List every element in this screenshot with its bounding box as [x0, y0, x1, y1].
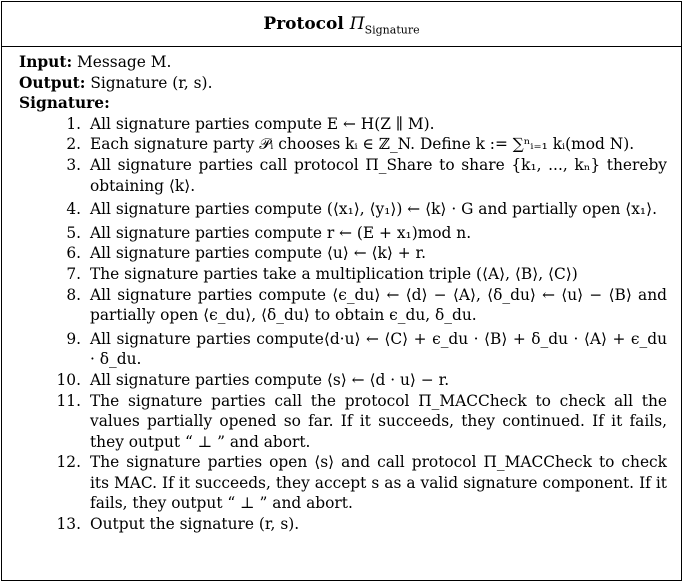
- title-subscript: Signature: [364, 23, 420, 37]
- step-number: 1.: [66, 114, 81, 133]
- output-text: Signature (r, s).: [85, 73, 213, 92]
- step-item: [19, 114, 667, 135]
- protocol-box: [1, 1, 682, 581]
- output-line: [19, 73, 667, 94]
- step-item: [19, 285, 667, 326]
- step-text: All signature parties compute ⟨ϵ_du⟩ ← ⟨d⟩ − ⟨A⟩, ⟨δ_du⟩ ← ⟨u⟩ − ⟨B⟩ and partially open ⟨ϵ_du⟩, ⟨δ_du⟩ to obtain ϵ_du, δ_du.: [90, 285, 667, 325]
- step-item: [19, 223, 667, 244]
- signature-heading: Signature:: [19, 94, 110, 113]
- output-label: Output:: [19, 73, 86, 92]
- step-text: All signature parties call protocol Π_Share to share {k₁, ..., kₙ} thereby obtaining ⟨k⟩.: [90, 155, 667, 195]
- step-number: 7.: [66, 264, 81, 283]
- step-item: [19, 391, 667, 453]
- protocol-title: [2, 14, 681, 36]
- step-number: 2.: [66, 135, 81, 154]
- step-text: The signature parties call the protocol Π_MACCheck to check all the values partially opened so far. If it succeeds, they continued. If it fails, they output “ ⊥ ” and abort.: [90, 391, 667, 451]
- step-text: All signature parties compute⟨d·u⟩ ← ⟨C⟩ + ϵ_du · ⟨B⟩ + δ_du · ⟨A⟩ + ϵ_du · δ_du.: [90, 329, 667, 369]
- step-number: 8.: [66, 285, 81, 304]
- input-line: [19, 52, 667, 73]
- input-text: Message M.: [72, 53, 172, 71]
- step-item: [19, 329, 667, 370]
- step-item: [19, 452, 667, 514]
- step-text: The signature parties open ⟨s⟩ and call protocol Π_MACCheck to check its MAC. If it succeeds, they accept s as a valid signature component. If it fails, they output “ ⊥ ” and abort.: [90, 453, 667, 513]
- input-label: Input:: [19, 53, 73, 71]
- step-number: 10.: [56, 370, 81, 389]
- step-number: 11.: [56, 391, 81, 410]
- step-text: All signature parties compute E ← H(Z ∥ M).: [90, 114, 435, 133]
- step-item: [19, 243, 667, 264]
- step-number: 3.: [66, 155, 81, 174]
- step-number: 12.: [56, 453, 81, 472]
- step-number: 4.: [66, 200, 81, 219]
- step-item: [19, 134, 667, 155]
- steps-list: [19, 114, 667, 535]
- title-prefix: Protocol: [263, 14, 350, 34]
- step-number: 9.: [66, 329, 81, 348]
- step-text: All signature parties compute r ← (E + x₁)mod n.: [90, 223, 472, 242]
- step-item: [19, 264, 667, 285]
- title-divider: [2, 46, 681, 47]
- step-text: Each signature party 𝒫ᵢ chooses kᵢ ∈ ℤ_N. Define k := ∑ⁿᵢ₌₁ kᵢ(mod N).: [90, 135, 635, 154]
- step-text: The signature parties take a multiplication triple (⟨A⟩, ⟨B⟩, ⟨C⟩): [90, 264, 578, 283]
- step-number: 13.: [56, 515, 81, 534]
- step-item: [19, 155, 667, 196]
- protocol-body: [19, 52, 667, 535]
- step-item: [19, 370, 667, 391]
- step-number: 6.: [66, 244, 81, 263]
- step-item: [19, 199, 667, 220]
- step-text: All signature parties compute (⟨x₁⟩, ⟨y₁⟩) ← ⟨k⟩ · G and partially open ⟨x₁⟩.: [90, 200, 658, 219]
- step-text: Output the signature (r, s).: [90, 515, 300, 534]
- step-number: 5.: [66, 223, 81, 242]
- step-text: All signature parties compute ⟨u⟩ ← ⟨k⟩ + r.: [90, 244, 427, 263]
- step-text: All signature parties compute ⟨s⟩ ← ⟨d · u⟩ − r.: [90, 370, 450, 389]
- step-item: [19, 514, 667, 535]
- title-symbol: Π: [349, 14, 365, 34]
